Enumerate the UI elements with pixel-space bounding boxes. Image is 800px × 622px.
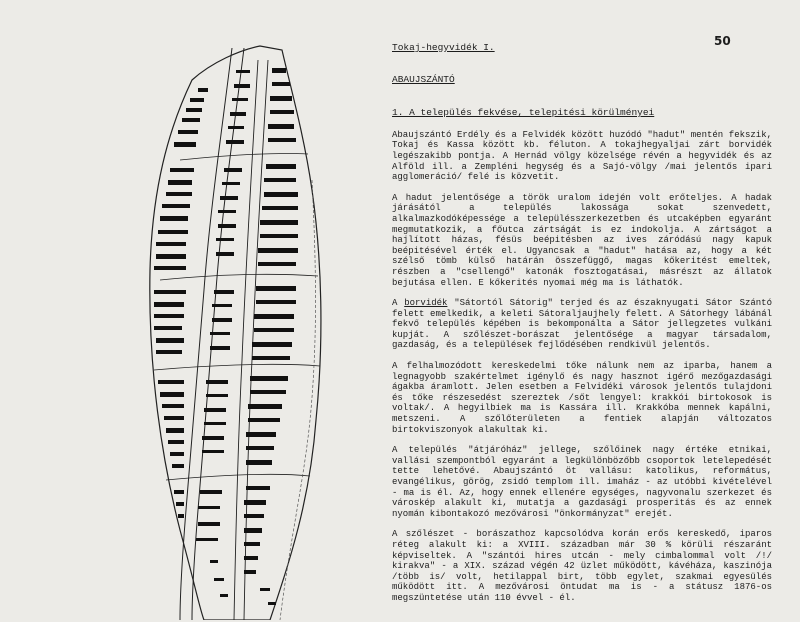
paragraph: Abaujszántó Erdély és a Felvidék között huzódó "hadut" mentén fekszik, Tokaj és Kassa között kb. féluton. A tokajhegyaljai zárt borvidék legészakibb pontja. A Hernád völgy közelsége révén a hegyvidék és az Alföld ill. a Zempléni hegység és a Sajó-völgy /mai jelentős ipari agglomeráció/ felé is közvetit. <box>392 129 772 183</box>
paragraph: A felhalmozódott kereskedelmi tőke nálunk nem az iparba, hanem a legnagyobb szakértelmet igénylő és nagy hasznot igérő mezőgazdasági ágakba áramlott. Jelen esetben a Felvidéki városok jelentős tulajdoni és tőke részesedést szereztek /sőt lengyel: krakkói birtokosok is voltak/. A hegyilbiek ma is Kassára ill. Krakkóba mennek kapálni, metszeni. A szőlőterületen a fentiek alapján változatos birtokviszonyok alakultak ki. <box>392 361 772 435</box>
settlement-plan-map-icon <box>140 40 330 620</box>
article-text <box>392 43 772 614</box>
page-number: 50 <box>714 34 731 48</box>
series-title: Tokaj-hegyvidék I. <box>392 42 495 53</box>
paragraph-prefix: A <box>392 298 405 309</box>
place-title: ABAUJSZÁNTÓ <box>392 73 455 85</box>
paragraph: A hadut jelentősége a török uralom idején volt erőteljes. A hadak járásától a település lakossága sokat szenvedett, alkalmazkodóképessége a településszerkezetben és utcaképben egyaránt megmutatkozik, a főutca zártságát is ez indokolja. A zártságot a hajlított házas, fésüs beépitésben az ives záródású nagy kapuk beépitésével érték el. Ugyancsak a "hadut" hatása az, hogy a két szélső tömb külső határán összefüggő, magas kőkeritést emeltek, részben a "csellengő" katonák fosztogatásai, másrészt az állatok bejutása ellen. E kőkerités nyomai még ma is láthatók. <box>392 192 772 288</box>
paragraph: A település "átjáróház" jellege, szőlőinek nagy értéke etnikai, vallási szempontból egyaránt a legkülönbözőbb csoportok letelepedését tette lehetővé. Abaujszántó öt vallásu: katolikus, református, evangélikus, görög, zsidó templom ill. imaház - az utóbbi kivételével - ma is él. Az, hogy ennek ellenére egységes, nagyvonalu szerkezet és városkép alakult ki, mutatja a gazdasági prosperitás és az ennek nyomán kibontakozó mezővárosi "önkormányzat" erejét. <box>392 445 772 519</box>
paragraph <box>392 298 772 351</box>
paragraph: A szőlészet - borászathoz kapcsolódva korán erős kereskedő, iparos réteg alakult ki: a XVIII. században már 30 % körüli részaránt képviseltek. A "szántói hires utcán - mely cimbalommal volt /!/ kirakva" - a XIX. század végén 42 üzlet működött, kávéháza, kaszinója /több is/ volt, hetilappal birt, több egylet, szakmai egyesülés működött itt. A mezővárosi öntudat ma is - a státusz 1876-os megszüntetése után 110 évvel - él. <box>392 529 772 603</box>
section-heading: 1. A település fekvése, telepitési körülményei <box>392 107 655 119</box>
paragraph-body: "Sátortól Sátorig" terjed és az északnyugati Sátor Szántó felett emelkedik, a keleti Sátoraljaujhely felett. A Sátorhegy lábánál fekvő település képében is bekomponálta a Sátor jellegzetes vulkáni kupját. A szőlészet-borászat jelentősége a magyar társadalom, gazdaság, és a települések fejlődésében rendkivül jelentős. <box>392 298 772 351</box>
underlined-term: borvidék <box>404 298 448 309</box>
